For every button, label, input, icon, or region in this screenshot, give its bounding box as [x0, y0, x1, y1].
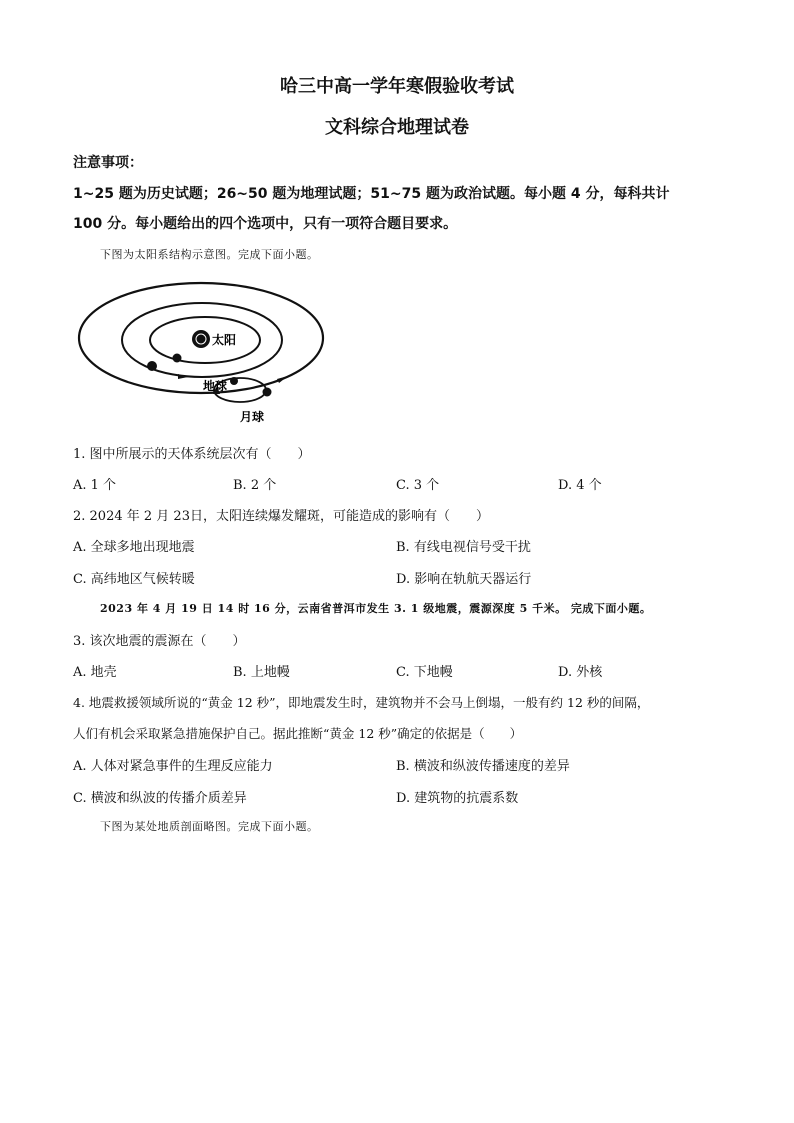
question-1-option-a[interactable]: A. 1 个 [73, 478, 117, 493]
solar-system-diagram [70, 278, 330, 428]
question-4-option-d[interactable]: D. 建筑物的抗震系数 [396, 791, 519, 806]
question-3-option-d[interactable]: D. 外核 [558, 665, 603, 680]
question-4-stem-line-2: 人们有机会采取紧急措施保护自己。据此推断“黄金 12 秒”确定的依据是（ ） [73, 726, 523, 741]
planet-dot [173, 354, 182, 363]
question-2-option-c[interactable]: C. 高纬地区气候转暖 [73, 572, 195, 587]
moon-dot [263, 388, 272, 397]
orbit-arrow-outer [277, 376, 288, 383]
question-2-option-b[interactable]: B. 有线电视信号受干扰 [396, 540, 531, 555]
sun-label: 太阳 [212, 333, 237, 347]
question-4-option-b[interactable]: B. 横波和纵波传播速度的差异 [396, 759, 570, 774]
earth-label: 地球 [203, 379, 228, 393]
exam-subtitle: 文科综合地理试卷 [325, 117, 469, 138]
notice-line-2: 100 分。每小题给出的四个选项中，只有一项符合题目要求。 [73, 216, 458, 232]
question-3-option-a[interactable]: A. 地壳 [73, 665, 117, 680]
exam-title: 哈三中高一学年寒假验收考试 [280, 76, 514, 97]
question-3-stem: 3. 该次地震的震源在（ ） [73, 634, 246, 649]
question-1-option-c[interactable]: C. 3 个 [396, 478, 440, 493]
question-2-option-d[interactable]: D. 影响在轨航天器运行 [396, 572, 532, 587]
planet-dot [147, 361, 157, 371]
moon-label: 月球 [240, 410, 265, 424]
question-2-option-a[interactable]: A. 全球多地出现地震 [73, 540, 195, 555]
sun-icon [192, 330, 210, 348]
notice-heading: 注意事项： [73, 155, 143, 171]
question-2-stem: 2. 2024 年 2 月 23日，太阳连续爆发耀斑，可能造成的影响有（ ） [73, 509, 489, 524]
question-1-option-d[interactable]: D. 4 个 [558, 478, 602, 493]
question-3-option-b[interactable]: B. 上地幔 [233, 665, 290, 680]
notice-line-1: 1~25 题为历史试题；26~50 题为地理试题；51~75 题为政治试题。每小题 4 分，每科共计 [73, 186, 670, 202]
intro-geologic-section: 下图为某处地质剖面略图。完成下面小题。 [100, 820, 319, 833]
earth-dot [230, 377, 238, 385]
question-1-stem: 1. 图中所展示的天体系统层次有（ ） [73, 447, 311, 462]
question-4-stem-line-1: 4. 地震救援领域所说的“黄金 12 秒”，即地震发生时，建筑物并不会马上倒塌，一般有约 12 秒的间隔， [73, 695, 650, 710]
question-4-option-c[interactable]: C. 横波和纵波的传播介质差异 [73, 791, 247, 806]
intro-earthquake: 2023 年 4 月 19 日 14 时 16 分，云南省普洱市发生 3. 1 级地震，震源深度 5 千米。 完成下面小题。 [100, 602, 652, 615]
intro-solar-system: 下图为太阳系结构示意图。完成下面小题。 [100, 248, 319, 261]
question-3-option-c[interactable]: C. 下地幔 [396, 665, 453, 680]
question-4-option-a[interactable]: A. 人体对紧急事件的生理反应能力 [73, 759, 273, 774]
question-1-option-b[interactable]: B. 2 个 [233, 478, 277, 493]
